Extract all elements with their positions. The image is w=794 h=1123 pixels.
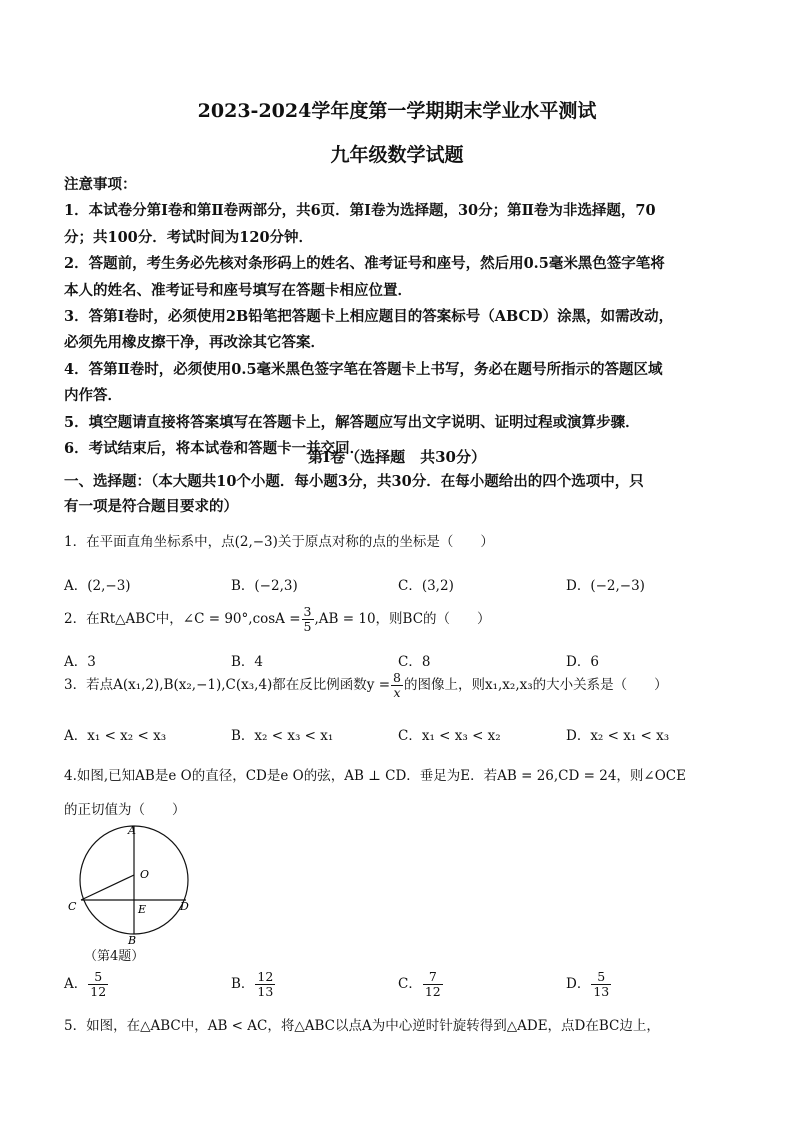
q4-c-num: 7 [423, 970, 443, 985]
q4-option-b-fraction [255, 970, 275, 999]
question-4-line1: 4.如图,已知AB是e O的直径，CD是e O的弦，AB ⊥ CD．垂足为E．若AB = 26,CD = 24，则∠OCE [64, 768, 686, 784]
q1-option-d: D．(−2,−3) [566, 578, 645, 594]
q4-option-d-fraction [591, 970, 611, 999]
q3-fraction [391, 671, 403, 700]
q3-option-d: D．x₂ < x₁ < x₃ [566, 728, 670, 744]
q2-frac-den: 5 [303, 619, 312, 634]
q1-option-b: B．(−2,3) [231, 578, 298, 594]
part-instructions [64, 470, 744, 519]
question-5: 5．如图，在△ABC中，AB < AC，将△ABC以点A为中心逆时针旋转得到△ADE，点D在BC边上， [64, 1018, 660, 1034]
q4-option-b [231, 970, 276, 999]
q4-option-a-fraction [88, 970, 108, 999]
q3-text-pre: 3．若点A(x₁,2),B(x₂,−1),C(x₃,4)都在反比例函数y = [64, 677, 391, 693]
note-line: 2．答题前，考生务必先核对条形码上的姓名、准考证号和座号，然后用0.5毫米黑色签字笔将 [64, 255, 665, 273]
q4-option-b-letter: B． [231, 976, 255, 992]
label-d: D [180, 900, 189, 913]
note-line: 分；共100分．考试时间为120分钟． [64, 228, 314, 246]
q3-option-c: C．x₁ < x₃ < x₂ [398, 728, 501, 744]
note-line: 5．填空题请直接将答案填写在答题卡上，解答题应写出文字说明、证明过程或演算步骤． [64, 413, 640, 431]
note-line: 必须先用橡皮擦干净，再改涂其它答案． [64, 334, 325, 352]
note-line: 1．本试卷分第Ⅰ卷和第Ⅱ卷两部分，共6页．第Ⅰ卷为选择题，30分；第Ⅱ卷为非选择题，70 [64, 202, 656, 220]
q3-text-post: 的图像上，则x₁,x₂,x₃的大小关系是（ ） [403, 677, 668, 693]
segment-oc [81, 875, 134, 900]
q1-option-a: A．(2,−3) [64, 578, 131, 594]
notes-heading: 注意事项： [64, 176, 137, 193]
q3-option-b: B．x₂ < x₃ < x₁ [231, 728, 334, 744]
q2-option-d: D．6 [566, 654, 599, 670]
q4-option-c [398, 970, 444, 999]
q2-fraction [302, 605, 314, 634]
q4-option-d-letter: D． [566, 976, 591, 992]
q2-text-pre: 2．在Rt△ABC中，∠C = 90°,cosA = [64, 611, 301, 627]
q4-b-num: 12 [257, 969, 274, 984]
exam-title: 2023-2024学年度第一学期期末学业水平测试 [197, 100, 597, 122]
question-1: 1．在平面直角坐标系中，点(2,−3)关于原点对称的点的坐标是（ ） [64, 534, 494, 550]
exam-notes [64, 172, 744, 462]
question-4-line2: 的正切值为（ ） [64, 802, 186, 818]
q4-circle-figure [64, 820, 214, 944]
q4-option-d [566, 970, 612, 999]
label-b: B [128, 934, 137, 944]
exam-subtitle: 九年级数学试题 [330, 144, 464, 166]
note-line: 4．答第Ⅱ卷时，必须使用0.5毫米黑色签字笔在答题卡上书写，务必在题号所指示的答题区域 [64, 360, 663, 378]
q4-a-den: 12 [90, 984, 107, 999]
q4-option-a-letter: A． [64, 976, 88, 992]
q4-option-c-letter: C． [398, 976, 422, 992]
q3-frac-den: x [393, 685, 401, 700]
q4-figure-caption: （第4题） [84, 949, 145, 964]
label-e: E [138, 903, 147, 916]
label-o: O [140, 868, 150, 881]
question-3 [64, 671, 754, 700]
question-2 [64, 605, 754, 634]
q4-b-den: 13 [257, 984, 274, 999]
q2-option-b: B．4 [231, 654, 264, 670]
note-line: 3．答第Ⅰ卷时，必须使用2B铅笔把答题卡上相应题目的答案标号（ABCD）涂黑，如需改动， [64, 308, 674, 326]
q4-a-num: 5 [88, 970, 108, 985]
section-title: 第Ⅰ卷（选择题 共30分） [308, 448, 486, 466]
q4-c-den: 12 [424, 984, 441, 999]
label-c: C [68, 900, 77, 913]
q4-option-a [64, 970, 109, 999]
note-line: 6．考试结束后，将本试卷和答题卡一并交回． [64, 440, 365, 458]
q2-option-a: A．3 [64, 654, 96, 670]
label-a: A [128, 824, 136, 837]
part-line: 有一项是符合题目要求的） [64, 497, 238, 515]
q2-option-c: C．8 [398, 654, 431, 670]
q3-frac-num: 8 [393, 670, 401, 685]
q2-frac-num: 3 [303, 604, 312, 619]
q4-option-c-fraction [423, 970, 443, 999]
note-line: 内作答． [64, 387, 122, 405]
q2-text-post: ,AB = 10，则BC的（ ） [314, 611, 491, 627]
q4-d-den: 13 [593, 984, 610, 999]
q3-option-a: A．x₁ < x₂ < x₃ [64, 728, 167, 744]
q1-option-c: C．(3,2) [398, 578, 454, 594]
part-line: 一、选择题：（本大题共10个小题．每小题3分，共30分．在每小题给出的四个选项中，只 [64, 473, 644, 490]
note-line: 本人的姓名、准考证号和座号填写在答题卡相应位置． [64, 281, 412, 299]
q4-d-num: 5 [591, 970, 611, 985]
